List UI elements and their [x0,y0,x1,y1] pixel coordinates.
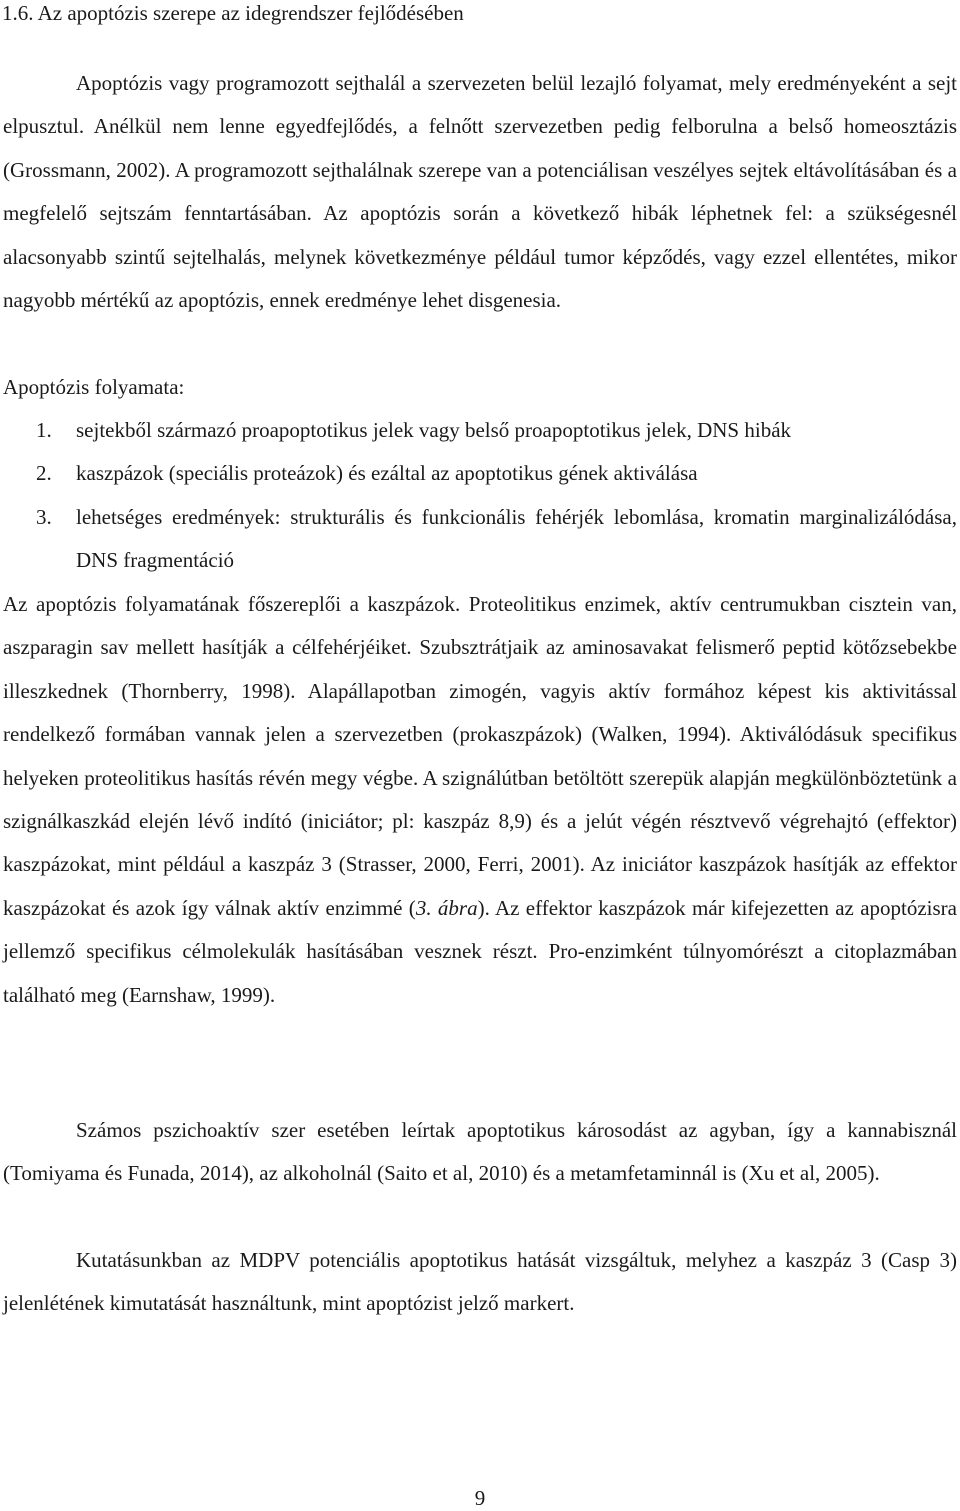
caspases-text-part-2: ). Az effektor kaszpázok már kifejezetten az apoptózisra jellemző specifikus célmolekulák hasításában vesznek részt. Pro-enzimként túlnyomórészt a citoplazmában található meg (Earnshaw, 1999). [3,895,957,1007]
list-item-text: kaszpázok (speciális proteázok) és ezáltal az apoptotikus gének aktiválása [76,461,698,486]
process-steps-list [3,409,957,583]
caspases-text-part-1: Az apoptózis folyamatának főszereplői a kaszpázok. Proteolitikus enzimek, aktív centrumukban cisztein van, aszparagin sav mellett hasítják a célfehérjéiket. Szubsztrátjaik az aminosavakat felismerő peptid kötőzsebekbe illeszkednek (Thornberry, 1998). Alapállapotban zimogén, vagyis aktív formához képest kis aktivitással rendelkező formában vannak jelen a szervezetben (prokaszpázok) (Walken, 1994). Aktiválódásuk specifikus helyeken proteolitikus hasítás révén megy végbe. A szignálútban betöltött szerepük alapján megkülönböztetünk a szignálkaszkád elején lévő indító (iniciátor; pl: kaszpáz 8,9) és a jelút végén résztvevő végrehajtó (effektor) kaszpázokat, mint például a kaszpáz 3 (Strasser, 2000, Ferri, 2001). Az iniciátor kaszpázok hasítják az effektor kaszpázokat és azok így válnak aktív enzimmé ( [3,592,957,920]
list-item-number: 3. [36,504,52,529]
list-item-text: sejtekből származó proapoptotikus jelek vagy belső proapoptotikus jelek, DNS hibák [76,418,792,442]
figure-reference: 3. ábra [415,895,478,920]
section-heading: 1.6. Az apoptózis szerepe az idegrendszer fejlődésében [2,1,464,25]
list-item-text: lehetséges eredmények: strukturális és funkcionális fehérjék lebomlása, kromatin marginalizálódása, DNS fragmentáció [76,504,957,573]
list-item-number: 2. [36,461,52,486]
paragraph-apoptosis-definition: Apoptózis vagy programozott sejthalál a szervezeten belül lezajló folyamat, mely eredményeként a sejt elpusztul. Anélkül nem lenne egyedfejlődés, a felnőtt szervezetben pedig felborulna a belső homeosztázis (Grossmann, 2002). A programozott sejthalálnak szerepe van a potenciálisan veszélyes sejtek eltávolításában és a megfelelő sejtszám fenntartásában. Az apoptózis során a következő hibák léphetnek fel: a szükségesnél alacsonyabb szintű sejtelhalás, melynek következménye például tumor képződés, vagy ezzel ellentétes, mikor nagyobb mértékű az apoptózis, ennek eredménye lehet disgenesia. [3,71,957,313]
paragraph-research: Kutatásunkban az MDPV potenciális apoptotikus hatását vizsgáltuk, melyhez a kaszpáz 3 (Casp 3) jelenlétének kimutatását használtunk, mint apoptózist jelző markert. [3,1248,957,1316]
process-title: Apoptózis folyamata: [3,375,185,399]
page-number: 9 [474,1486,486,1510]
list-item [3,409,957,452]
paragraph-psychoactive: Számos pszichoaktív szer esetében leírtak apoptotikus károsodást az agyban, így a kannabisznál (Tomiyama és Funada, 2014), az alkoholnál (Saito et al, 2010) és a metamfetaminnál is (Xu et al, 2005). [3,1118,957,1186]
list-item [3,452,957,495]
list-item-number: 1. [36,418,52,442]
list-item [3,496,957,583]
paragraph-caspases [3,583,957,1017]
